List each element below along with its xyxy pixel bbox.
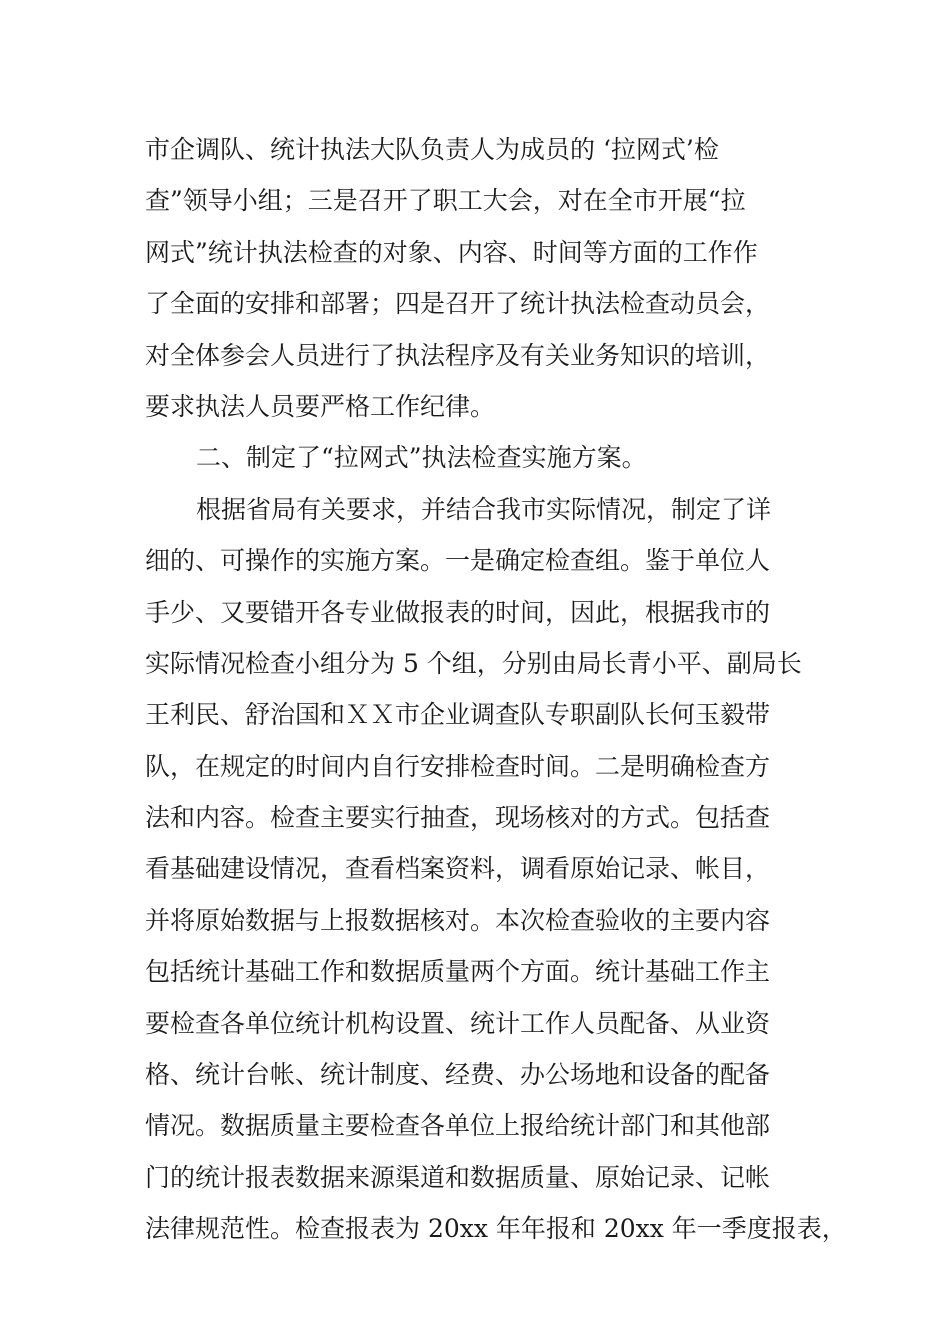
text-line: 法律规范性。检查报表为 20xx 年年报和 20xx 年一季度报表，: [145, 1214, 847, 1244]
text-line: 格、统计台帐、统计制度、经费、办公场地和设备的配备: [145, 1060, 771, 1090]
body-text: [145, 124, 847, 1255]
text-line: 手少、又要错开各专业做报表的时间，因此，根据我市的: [145, 597, 771, 627]
text-line: 队，在规定的时间内自行安排检查时间。二是明确检查方: [145, 751, 771, 781]
text-line: 包括统计基础工作和数据质量两个方面。统计基础工作主: [145, 957, 771, 987]
text-line: 要求执法人员要严格工作纪律。: [145, 391, 496, 421]
text-line: 市企调队、统计执法大队负责人为成员的 ‘拉网式’检: [145, 135, 719, 164]
section-heading: 二、制定了“拉网式”执法检查实施方案。: [196, 443, 647, 473]
text-line: 对全体参会人员进行了执法程序及有关业务知识的培训，: [145, 340, 771, 370]
text-line: 门的统计报表数据来源渠道和数据质量、原始记录、记帐: [145, 1162, 771, 1192]
text-line: 细的、可操作的实施方案。一是确定检查组。鉴于单位人: [145, 546, 771, 576]
text-line: 了全面的安排和部署；四是召开了统计执法检查动员会，: [145, 289, 771, 319]
text-line: 实际情况检查小组分为 5 个组，分别由局长青小平、副局长: [145, 648, 802, 678]
text-line: 并将原始数据与上报数据核对。本次检查验收的主要内容: [145, 905, 771, 935]
text-line: 王利民、舒治国和ＸＸ市企业调查队专职副队长何玉毅带: [145, 700, 771, 730]
text-line: 查”领导小组；三是召开了职工大会，对在全市开展“拉: [145, 186, 746, 216]
text-line: 情况。数据质量主要检查各单位上报给统计部门和其他部: [145, 1111, 771, 1141]
text-line: 法和内容。检查主要实行抽查，现场核对的方式。包括查: [145, 803, 771, 833]
text-line: 看基础建设情况，查看档案资料，调看原始记录、帐目，: [145, 854, 771, 884]
paragraph-start: 根据省局有关要求，并结合我市实际情况，制定了详: [196, 494, 772, 524]
text-line: 要检查各单位统计机构设置、统计工作人员配备、从业资: [145, 1008, 771, 1038]
text-line: 网式”统计执法检查的对象、内容、时间等方面的工作作: [145, 237, 758, 267]
